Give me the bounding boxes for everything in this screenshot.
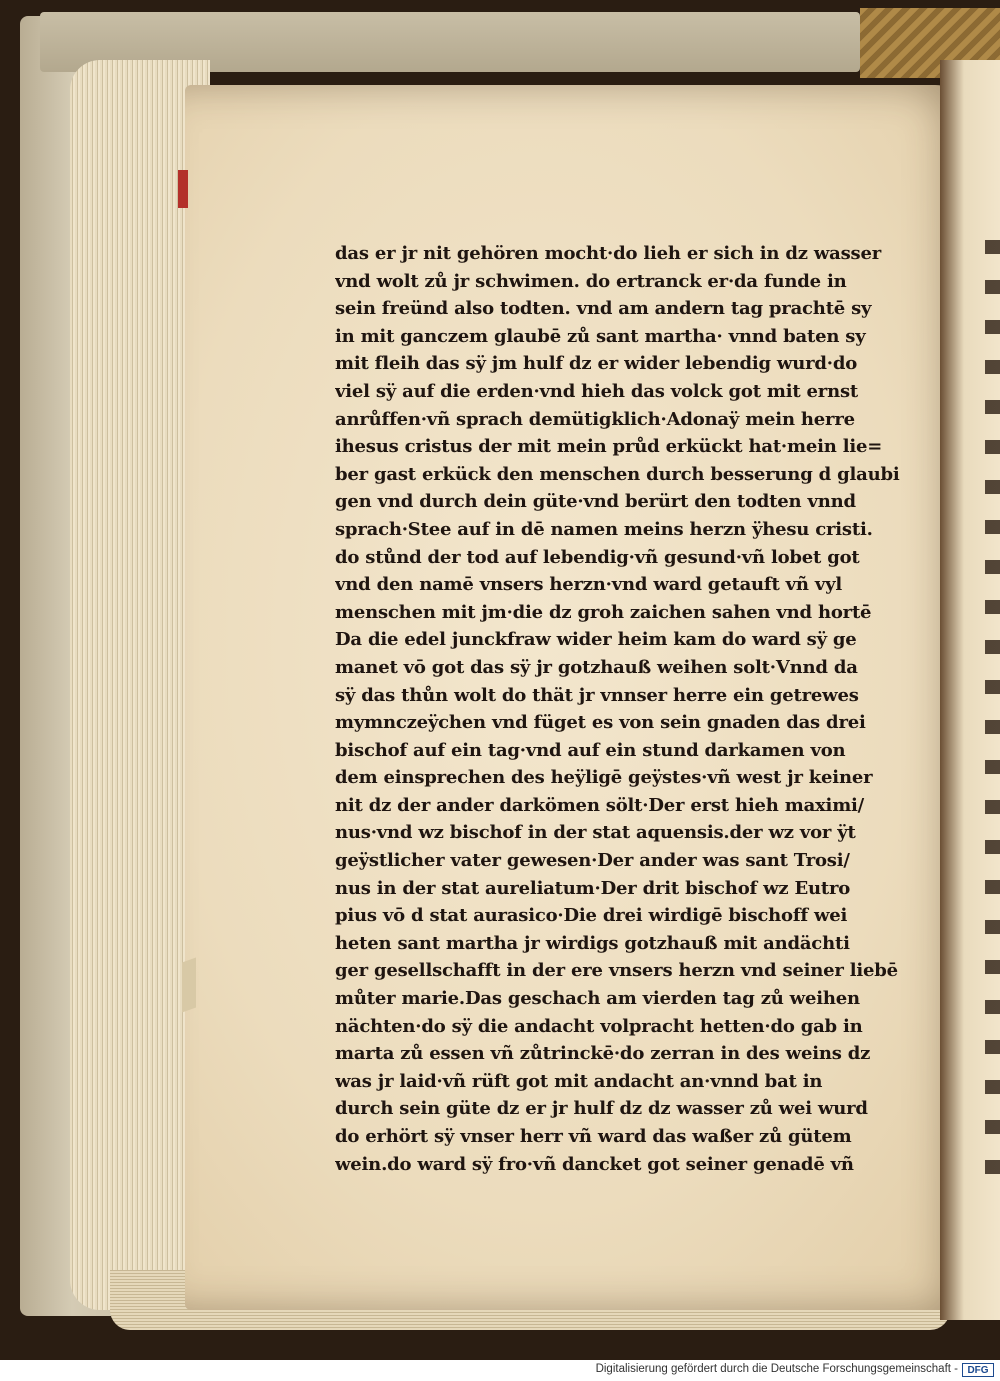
text-line: ihesus cristus der mit mein průd erkückt hat·mein lie=	[335, 436, 883, 458]
text-line: viel sÿ auf die erden·vnd hieh das volck got mit ernst	[335, 380, 859, 402]
text-line: Da die edel junckfraw wider heim kam do ward sÿ ge	[335, 629, 857, 651]
text-line: heten sant martha jr wirdigs gotzhauß mit andächti	[335, 932, 850, 954]
text-line: manet vō got das sÿ jr gotzhauß weihen solt·Vnnd da	[335, 656, 858, 678]
text-line: anrůffen·vñ sprach demütigklich·Adonaÿ mein herre	[335, 408, 855, 430]
text-line: mymnczeÿchen vnd füget es von sein gnaden das drei	[335, 712, 866, 734]
facing-page-text	[985, 240, 1000, 1180]
bookmark-marker	[178, 170, 188, 208]
text-line: pius vō d stat aurasico·Die drei wirdigē bischoff wei	[335, 905, 848, 927]
text-line: durch sein güte dz er jr hulf dz dz wasser zů wei wurd	[335, 1098, 868, 1120]
text-line: sein freünd also todten. vnd am andern tag prachtē sy	[335, 298, 872, 320]
text-line: ber gast erkück den menschen durch besserung d glaubi	[335, 463, 900, 485]
text-line: was jr laid·vñ rüft got mit andacht an·vnnd bat in	[335, 1070, 823, 1092]
dfg-logo: DFG	[962, 1363, 994, 1377]
text-line: sprach·Stee auf in dē namen meins herzn ÿhesu cristi.	[335, 518, 873, 540]
text-line: nus·vnd wz bischof in der stat aquensis.der wz vor ÿt	[335, 822, 856, 844]
text-line: marta zů essen vñ zůtrinckē·do zerran in des weins dz	[335, 1043, 871, 1065]
text-line: in mit ganczem glaubē zů sant martha· vnnd baten sy	[335, 325, 866, 347]
text-line: bischof auf ein tag·vnd auf ein stund darkamen von	[335, 739, 846, 761]
text-line: můter marie.Das geschach am vierden tag zů weihen	[335, 988, 860, 1010]
text-line: do erhört sÿ vnser herr vñ ward das waßer zů gütem	[335, 1126, 852, 1147]
text-line: nit dz der ander darkömen sölt·Der erst hieh maximi/	[335, 794, 865, 816]
attribution-text: Digitalisierung gefördert durch die Deutsche Forschungsgemeinschaft -	[595, 1363, 958, 1375]
text-line: wein.do ward sÿ fro·vñ dancket got seiner genadē vñ	[335, 1153, 854, 1175]
attribution-bar	[0, 1360, 1000, 1381]
text-line: ger gesellschafft in der ere vnsers herzn vnd seiner liebē	[335, 960, 898, 982]
text-line: sÿ das thůn wolt do thät jr vnnser herre ein getrewes	[335, 684, 859, 706]
text-line: do stůnd der tod auf lebendig·vñ gesund·vñ lobet got	[335, 546, 860, 568]
text-line: vnd den namē vnsers herzn·vnd ward getauft vñ vyl	[335, 574, 843, 596]
text-line: nächten·do sÿ die andacht volpracht hetten·do gab in	[335, 1015, 863, 1037]
text-block	[335, 240, 915, 1178]
text-line: das er jr nit gehören mocht·do lieh er sich in dz wasser	[335, 243, 881, 264]
text-line: mit fleih das sÿ jm hulf dz er wider lebendig wurd·do	[335, 353, 858, 375]
text-line: vnd wolt zů jr schwimen. do ertranck er·da funde in	[335, 270, 847, 292]
text-line: gen vnd durch dein güte·vnd berürt den todten vnnd	[335, 491, 856, 513]
text-line: dem einsprechen des heÿligē geÿstes·vñ west jr keiner	[335, 767, 873, 789]
text-line: menschen mit jm·die dz groh zaichen sahen vnd hortē	[335, 601, 872, 623]
text-line: geÿstlicher vater gewesen·Der ander was sant Trosi/	[335, 850, 850, 872]
text-line: nus in der stat aureliatum·Der drit bischof wz Eutro	[335, 877, 851, 899]
page-tab	[182, 957, 196, 1012]
